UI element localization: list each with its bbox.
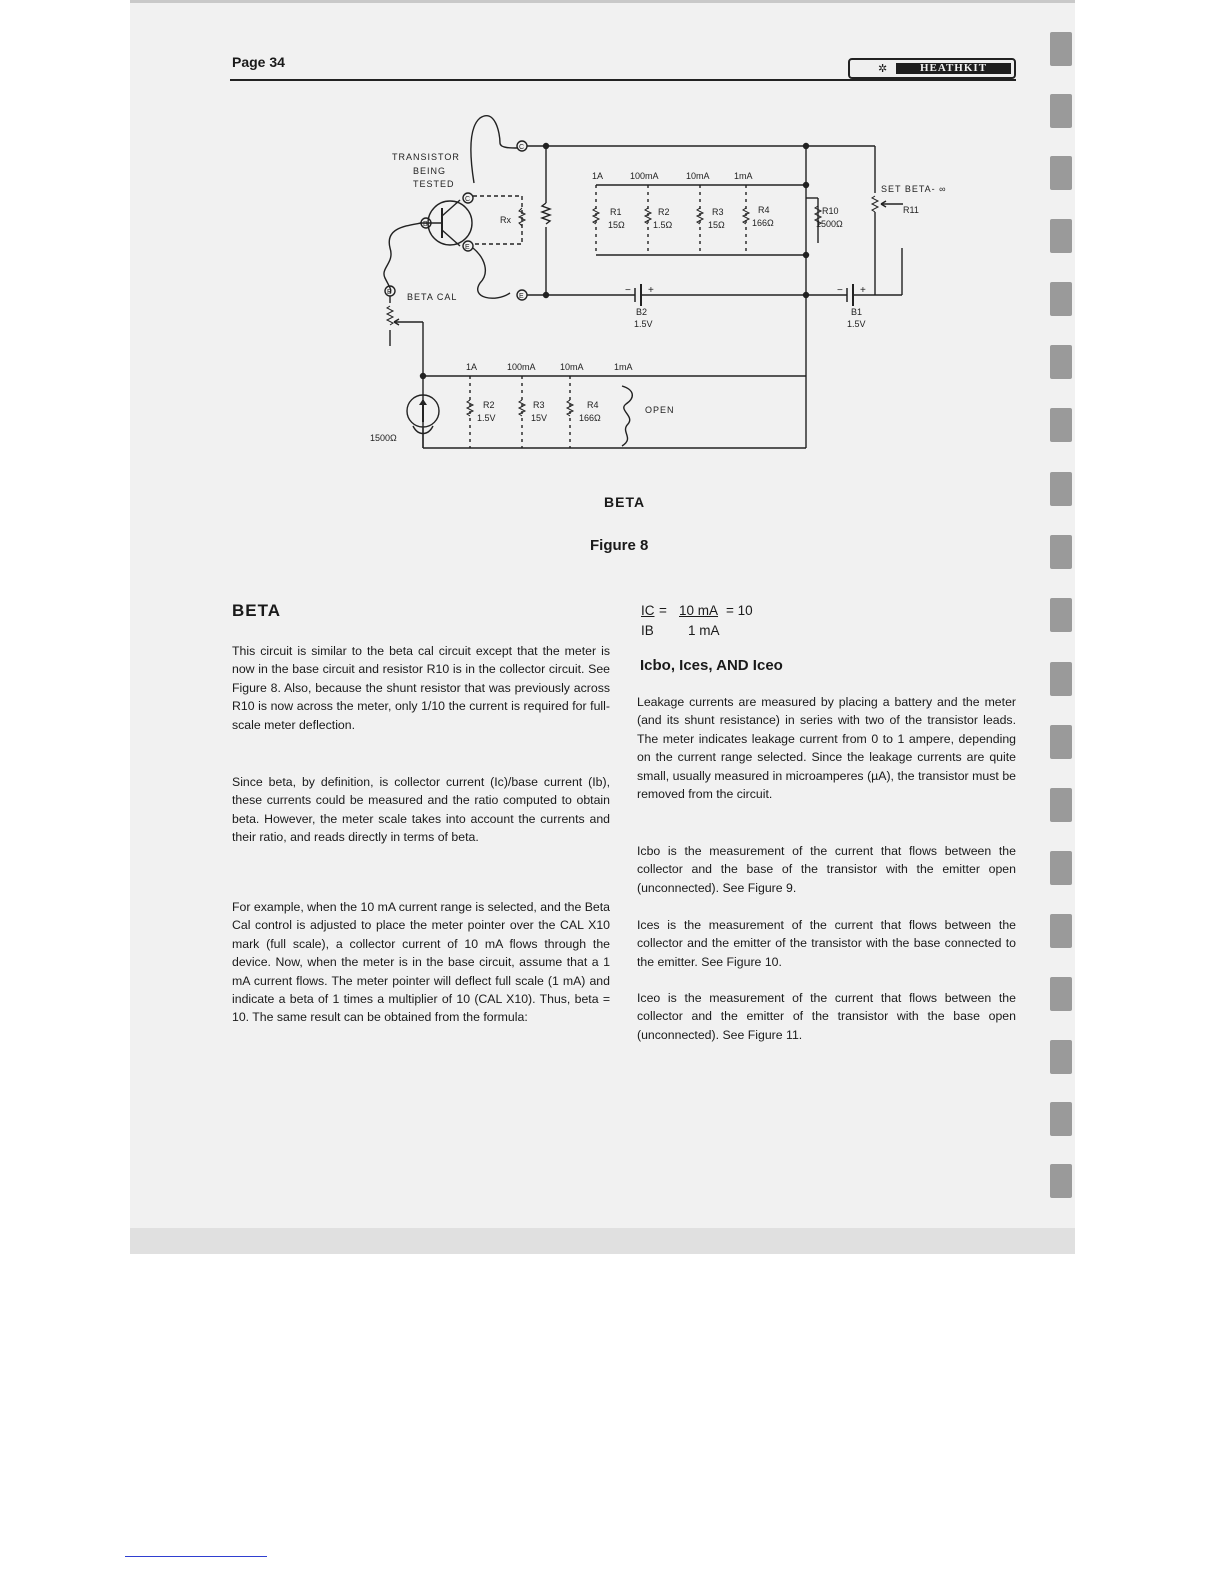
beta-paragraph-1: This circuit is similar to the beta cal circuit except that the meter is now in the base circuit and resistor R10 is in the collector circuit. See Figure 8. Also, because the shunt resistor that was previously across R10 is now across the meter, only 1/10 the current is required for full-scale meter deflection.	[232, 644, 610, 732]
bottom-r2-value: 1.5V	[477, 413, 496, 423]
b2-minus: −	[625, 285, 631, 296]
beta-heading: BETA	[232, 601, 282, 620]
formula-equals: =	[659, 603, 667, 618]
b1-value: 1.5V	[847, 319, 866, 329]
index-tab	[1050, 977, 1072, 1011]
top-range-10ma: 10mA	[686, 171, 710, 181]
header-rule	[230, 79, 1016, 81]
emitter-terminal-label: E	[519, 293, 524, 300]
top-range-100ma: 100mA	[630, 171, 659, 181]
formula-ic: IC	[641, 603, 655, 618]
bottom-range-1ma: 1mA	[614, 362, 633, 372]
collector-lead	[471, 116, 518, 183]
page-number: Page 34	[232, 54, 285, 70]
index-tab	[1050, 1040, 1072, 1074]
r10-name: R10	[822, 206, 839, 216]
r3-value: 15Ω	[708, 220, 725, 230]
bottom-r3-value: 15V	[531, 413, 548, 423]
rx-label: Rx	[500, 215, 511, 225]
bottom-range-1a: 1A	[466, 362, 478, 372]
set-beta-label: SET BETA- ∞	[881, 184, 947, 194]
bottom-r2-name: R2	[483, 400, 495, 410]
r11-resistor	[872, 196, 878, 212]
open-lead	[622, 386, 632, 446]
top-range-1a: 1A	[592, 171, 604, 181]
index-tab	[1050, 788, 1072, 822]
index-tab	[1050, 535, 1072, 569]
logo-text: HEATHKIT	[896, 63, 1011, 74]
b2-name: B2	[636, 307, 648, 317]
index-tab	[1050, 914, 1072, 948]
leakage-paragraph: Leakage currents are measured by placing a battery and the meter (and its shunt resistance) in series with two of the transistor leads. The meter indicates leakage current from 0 to 1 ampere, depending on the current range selected. Since the leakage currents are quite small, usually measured in microamperes (µA), the transistor must be removed from the circuit.	[637, 695, 1016, 802]
beta-cal-b-label: B	[387, 289, 392, 296]
index-tab	[1050, 282, 1072, 316]
b1-plus: +	[860, 285, 866, 296]
index-tab	[1050, 345, 1072, 379]
transistor-label-2: BEING	[413, 166, 447, 176]
ices-paragraph: Ices is the measurement of the current that flows between the collector and the emitter of the transistor with the base connected to the emitter. See Figure 10.	[637, 918, 1016, 969]
index-tab	[1050, 598, 1072, 632]
bottom-range-100ma: 100mA	[507, 362, 536, 372]
schematic-stroke	[442, 230, 460, 246]
transistor-label-3: TESTED	[413, 179, 455, 189]
r11-label: R11	[903, 205, 919, 215]
bottom-blue-rule	[125, 1556, 267, 1557]
index-tab	[1050, 408, 1072, 442]
r2-value: 1.5Ω	[653, 220, 673, 230]
beta-cal-pot	[387, 306, 393, 325]
beta-schematic	[350, 108, 970, 458]
b1-minus: −	[837, 285, 843, 296]
shunt-resistor	[542, 203, 550, 224]
iceo-paragraph: Iceo is the measurement of the current that flows between the collector and the emitter of the transistor with the base open (unconnected). See Figure 11.	[637, 991, 1016, 1042]
formula-result: = 10	[726, 603, 753, 618]
r3-name: R3	[712, 207, 724, 217]
bottom-r4-name: R4	[587, 400, 599, 410]
page-bottom-edge	[130, 1228, 1075, 1254]
emitter-lead	[473, 248, 510, 298]
formula-1ma: 1 mA	[688, 623, 720, 638]
schematic-stroke	[419, 399, 427, 405]
index-tab	[1050, 1164, 1072, 1198]
r4-name: R4	[758, 205, 770, 215]
r2-name: R2	[658, 207, 670, 217]
r1-value: 15Ω	[608, 220, 625, 230]
r4-value: 166Ω	[752, 218, 774, 228]
transistor-c-label: C	[465, 196, 471, 203]
index-tab	[1050, 94, 1072, 128]
b2-plus: +	[648, 285, 654, 296]
open-label: OPEN	[645, 405, 675, 415]
beta-cal-label: BETA CAL	[407, 292, 458, 302]
transistor-label-1: TRANSISTOR	[392, 152, 460, 162]
index-tab	[1050, 156, 1072, 190]
figure-caption: Figure 8	[590, 537, 649, 554]
beta-paragraph-3: For example, when the 10 mA current range is selected, and the Beta Cal control is adjusted to place the meter pointer over the CAL X10 mark (full scale), a collector current of 10 mA flows through the device. Now, when the meter is in the base circuit, assume that a 1 mA current flows. The meter pointer will deflect full scale (1 mA) and indicate a beta of 1 times a multiplier of 10 (CAL X10). Thus, beta = 10. The same result can be obtained from the formula:	[232, 900, 611, 1025]
b1-name: B1	[851, 307, 863, 317]
base-lead	[384, 223, 421, 293]
index-tab	[1050, 1102, 1072, 1136]
b2-value: 1.5V	[634, 319, 653, 329]
beta-paragraph-2: Since beta, by definition, is collector current (Ic)/base current (Ib), these currents could be measured and the ratio computed to obtain beta. However, the meter scale takes into account the currents and their ratio, and reads directly in terms of beta.	[232, 775, 610, 845]
index-tab	[1050, 662, 1072, 696]
index-tab	[1050, 219, 1072, 253]
transistor-e-label: E	[465, 244, 470, 251]
r10-value: 1500Ω	[816, 219, 843, 229]
formula-10ma: 10 mA	[679, 603, 719, 618]
heathkit-logo	[848, 58, 1016, 79]
rx-dashed-box	[473, 196, 522, 244]
formula-ib: IB	[641, 623, 654, 638]
meter-resistance-label: 1500Ω	[370, 433, 397, 443]
figure-subtitle: BETA	[604, 494, 646, 510]
collector-terminal-label: C	[519, 144, 525, 151]
schematic-stroke	[442, 200, 460, 216]
index-tab	[1050, 32, 1072, 66]
logo-star-icon: ✲	[878, 63, 888, 75]
r1-name: R1	[610, 207, 622, 217]
icbo-paragraph: Icbo is the measurement of the current that flows between the collector and the base of the transistor with the emitter open (unconnected). See Figure 9.	[637, 844, 1016, 895]
index-tab	[1050, 851, 1072, 885]
index-tab	[1050, 472, 1072, 506]
top-range-1ma: 1mA	[734, 171, 753, 181]
bottom-range-10ma: 10mA	[560, 362, 584, 372]
junction-dot	[544, 293, 549, 298]
bottom-r4-value: 166Ω	[579, 413, 601, 423]
bottom-r3-name: R3	[533, 400, 545, 410]
transistor-b-label: B	[423, 221, 428, 228]
index-tab	[1050, 725, 1072, 759]
leakage-heading: Icbo, Ices, AND Iceo	[640, 657, 783, 674]
